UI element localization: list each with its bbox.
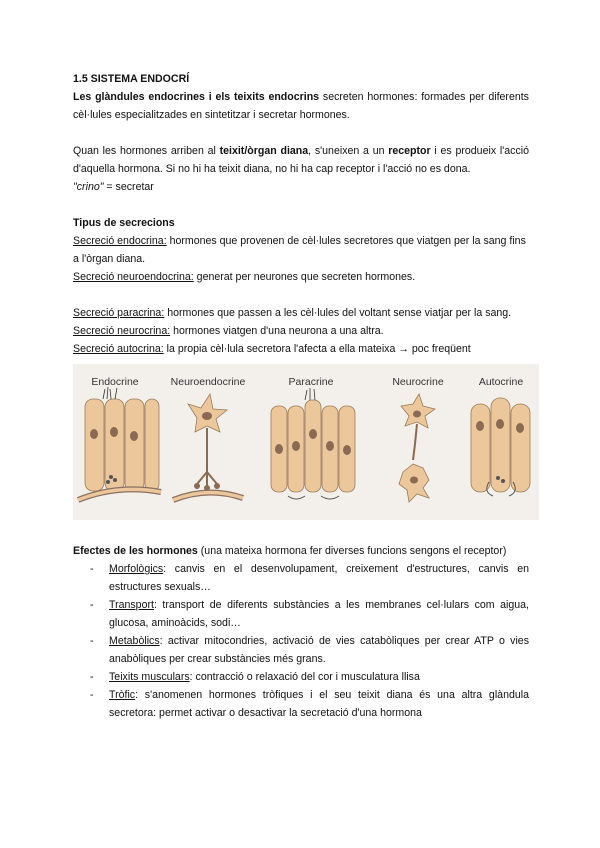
granule [501,479,505,483]
effect-term: Teixits musculars [109,671,190,683]
nucleus [496,419,504,429]
crino-line [73,178,529,196]
intro-rest: secreten hormones: formades per diferents cèl·lules especialitzades en sintetitzar i secretar hormones. [73,91,529,121]
cell [125,399,144,491]
cell [491,398,510,492]
secretion-text: la propia cèl·lula secretora l'afecta a ella mateixa → poc freqüent [163,343,471,355]
effect-metabolic: - Metabòlics: activar mitocondries, activació de vies catabòliques per crear ATP o vies anabòliques per crear substàncies més grans. [90,635,529,665]
nucleus [292,441,300,451]
nucleus [130,431,138,441]
effect-text: : s'anomenen hormones tròfiques i el seu teixit diana és una altra glàndula secretora: permet activar o desactivar la secretació d'una hormona [109,689,529,719]
cell [145,399,159,491]
secretion-endocrine [73,232,529,268]
secretion-term: Secreció paracrina: [73,307,165,319]
nucleus [202,412,212,420]
secretion-term: Secreció autocrina: [73,343,164,355]
secretion-term: Secreció neurocrina: [73,325,171,337]
nucleus [309,429,317,439]
secretion-neuroendocrine [73,268,529,286]
secretion-text: generat per neurones que secreten hormones. [193,271,416,283]
nucleus [410,477,418,484]
effects-section [73,542,529,722]
terminal [214,483,220,489]
terminal [194,483,200,489]
effect-text: : activar mitocondries, activació de vies catabòliques per crear ATP o vies anabòliques per crear substàncies més grans. [109,635,529,665]
effect-transport: - Transport: transport de diferents substàncies a les membranes cel·lulars com aigua, glucosa, aminoàcids, sodi… [90,599,529,629]
cell [105,399,124,491]
label-neuroendocrine: Neuroendocrine [170,376,246,388]
nucleus [326,441,334,451]
effects-heading [73,542,529,560]
nucleus [413,411,421,418]
secretion-term: Secreció endocrina: [73,235,167,247]
p2-c: , s'uneixen a un [308,145,389,157]
intro-bold: Les glàndules endocrines i els teixits endocrins [73,91,320,103]
nucleus [476,421,484,431]
effects-heading-bold: Efectes de les hormones [73,545,198,557]
endocrine-cells [78,387,161,500]
cell [511,404,530,492]
nucleus [343,445,351,455]
secretion-text: hormones que provenen de cèl·lules secretores que viatgen per la sang fins a l'òrgan diana. [73,235,526,265]
effects-list [73,560,529,722]
nucleus [275,444,283,454]
effect-term: Morfològics [109,563,164,575]
granule [496,476,500,480]
secretion-term: Secreció neuroendocrina: [73,271,194,283]
p2-e: i es produeix l'acció d'aquella hormona. Si no hi ha teixit diana, no hi ha cap receptor i l'acció no es dona. [73,145,529,175]
cell [471,404,490,492]
autocrine-cells [471,398,530,496]
crino-rest: = secretar [103,181,154,193]
label-autocrine: Autocrine [478,376,524,388]
granule [109,475,113,479]
secretion-autocrine [73,340,529,358]
effect-trophic: - Tròfic: s'anomenen hormones tròfiques i el seu teixit diana és una altra glàndula secretora: permet activar o desactivar la secretació d'una hormona [90,689,529,719]
secretion-types-figure [73,364,539,520]
cell [85,399,104,491]
label-endocrine: Endocrine [91,376,139,388]
cell [305,400,321,492]
effect-term: Tròfic [109,689,136,701]
section-title: 1.5 SISTEMA ENDOCRÍ [73,73,190,85]
nucleus [516,423,524,433]
secretion-paracrine [73,304,529,322]
p2-a: Quan les hormones arriben al [73,145,220,157]
granule [113,478,117,482]
secretion-text: hormones viatgen d'una neurona a una altra. [170,325,384,337]
document-body [73,70,529,358]
secretions-heading: Tipus de secrecions [73,217,175,229]
secretion-text: hormones que passen a les cèl·lules del voltant sense viatjar per la sang. [164,307,512,319]
secretion-neurocrine [73,322,529,340]
effect-text: : contracció o relaxació del cor i musculatura llisa [189,671,420,683]
target-paragraph [73,142,529,178]
nucleus [90,429,98,439]
label-paracrine: Paracrine [288,376,334,388]
crino-word: "crino" [73,181,104,193]
effect-term: Metabòlics [109,635,160,647]
intro-paragraph [73,88,529,124]
effect-muscular: - Teixits musculars: contracció o relaxació del cor i musculatura llisa [90,671,420,683]
granule [106,480,110,484]
nucleus [110,427,118,437]
secretion-diagram [73,364,539,520]
effect-text: : transport de diferents substàncies a les membranes cel·lulars com aigua, glucosa, aminoàcids, sodi… [109,599,529,629]
p2-target: teixit/òrgan diana [219,145,309,157]
effects-heading-rest: (una mateixa hormona fer diverses funcions sengons el receptor) [197,545,507,557]
effect-text: : canvis en el desenvolupament, creixement d'estructures, canvis en estructures sexuals… [109,563,529,593]
label-neurocrine: Neurocrine [392,376,444,388]
p2-receptor: receptor [388,145,431,157]
effect-morphological: - Morfològics: canvis en el desenvolupament, creixement d'estructures, canvis en estructures sexuals… [90,563,529,593]
effect-term: Transport [109,599,154,611]
